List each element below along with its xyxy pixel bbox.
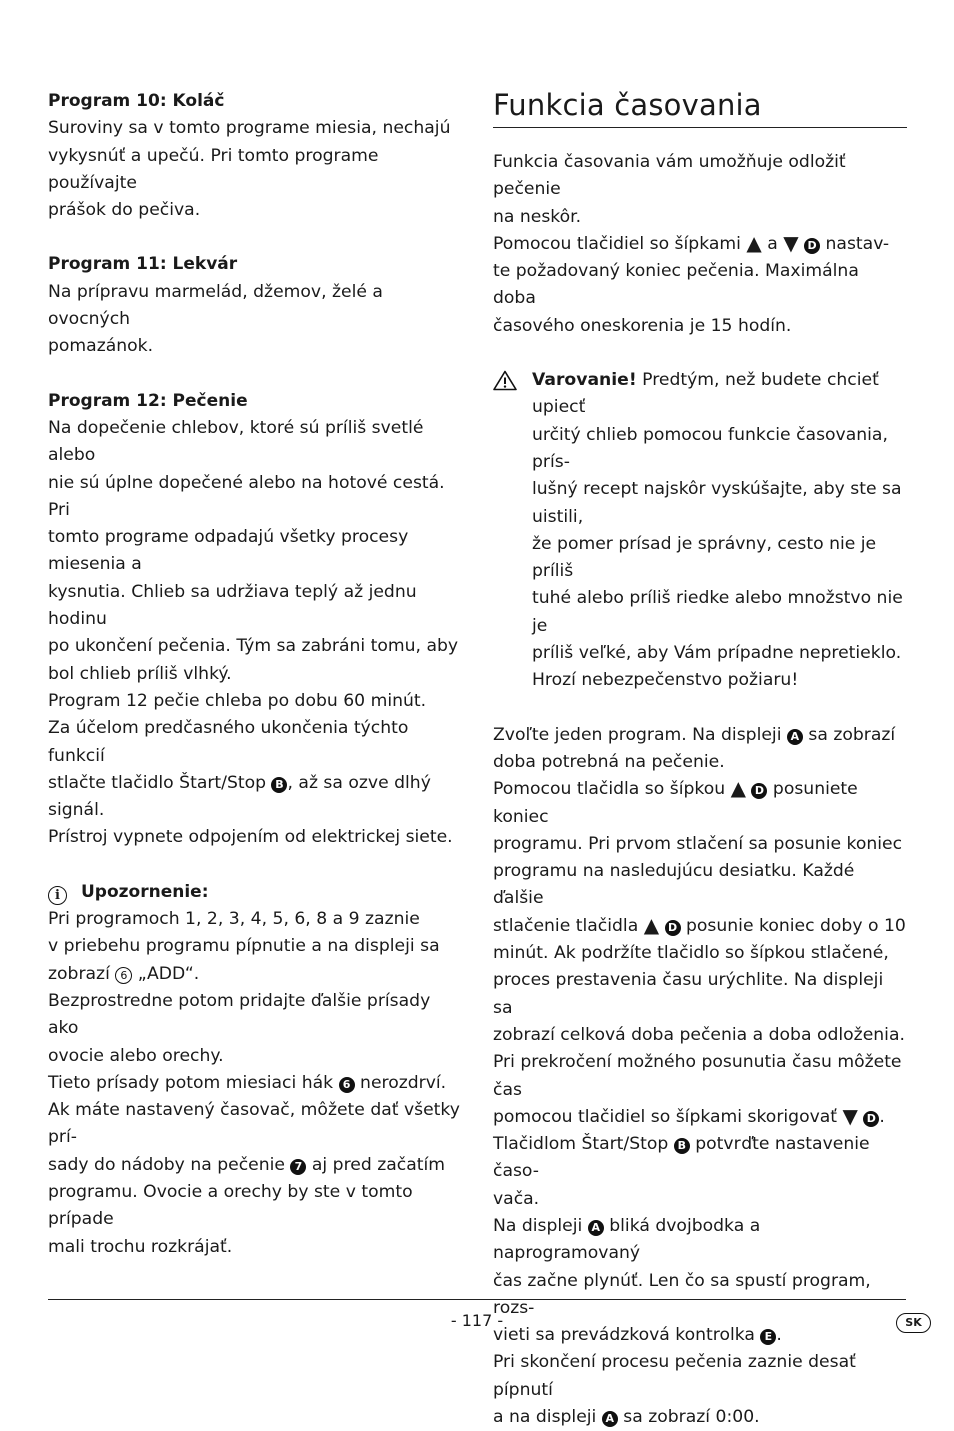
arrow-up-icon: ▲ bbox=[730, 776, 746, 801]
warning-label: Varovanie! bbox=[532, 370, 637, 391]
program-12-line: kysnutia. Chlieb sa udržiava teplý až jednu hodinu bbox=[48, 581, 417, 630]
section-title: Funkcia časovania bbox=[493, 88, 907, 128]
marker-d-icon: D bbox=[804, 238, 820, 254]
body-line: programu. Pri prvom stlačení sa posunie koniec bbox=[493, 833, 903, 854]
program-12-line: bol chlieb príliš vlhký. bbox=[48, 663, 232, 684]
program-12-line: Program 12 pečie chleba po dobu 60 minút. bbox=[48, 690, 427, 711]
program-11-line: Na prípravu marmelád, džemov, želé a ovocných bbox=[48, 281, 383, 330]
footer-divider bbox=[48, 1299, 906, 1300]
program-12-line: Na dopečenie chlebov, ktoré sú príliš svetlé alebo bbox=[48, 417, 424, 466]
note-line: v priebehu programu pípnutie a na displeji sa bbox=[48, 936, 440, 957]
page-number: - 117 - bbox=[450, 1311, 504, 1330]
program-10-heading: Program 10: Koláč bbox=[48, 91, 225, 111]
marker-e-icon: E bbox=[760, 1329, 776, 1345]
warning-line: príliš veľké, aby Vám prípadne nepretieklo. bbox=[532, 643, 902, 664]
marker-b-icon: B bbox=[674, 1138, 690, 1154]
program-12-line: nie sú úplne dopečené alebo na hotové cestá. Pri bbox=[48, 472, 445, 520]
note-line: ovocie alebo orechy. bbox=[48, 1045, 224, 1066]
body-line: Tlačidlom Štart/Stop B potvrďte nastavenie časo- bbox=[493, 1134, 870, 1182]
marker-6-outline-icon: 6 bbox=[115, 967, 132, 984]
intro-line: časového oneskorenia je 15 hodín. bbox=[493, 315, 792, 336]
body-line: minút. Ak podržíte tlačidlo so šípkou stlačené, bbox=[493, 943, 889, 964]
right-column bbox=[493, 88, 907, 1431]
warning-line: lušný recept najskôr vyskúšajte, aby ste sa uistili, bbox=[532, 479, 902, 527]
program-12-line: stlačte tlačidlo Štart/Stop B , až sa ozve dlhý signál. bbox=[48, 772, 431, 821]
program-12-line: tomto programe odpadajú všetky procesy miesenia a bbox=[48, 527, 409, 575]
body-line: stlačenie tlačidla ▲ D posunie koniec doby o 10 bbox=[493, 912, 906, 937]
arrow-up-icon: ▲ bbox=[643, 912, 660, 937]
body-line: vača. bbox=[493, 1188, 540, 1209]
program-12-line: Prístroj vypnete odpojením od elektrickej siete. bbox=[48, 827, 453, 848]
note-line: programu. Ovocie a orechy by ste v tomto prípade bbox=[48, 1181, 413, 1230]
body-line: Pri prekročení možného posunutia času môžete čas bbox=[493, 1052, 902, 1100]
program-10-line: prášok do pečiva. bbox=[48, 200, 201, 221]
program-12-line: po ukončení pečenia. Tým sa zabráni tomu, aby bbox=[48, 636, 459, 657]
program-12-heading: Program 12: Pečenie bbox=[48, 390, 248, 411]
warning-line: že pomer prísad je správny, cesto nie je príliš bbox=[532, 533, 877, 582]
marker-b-icon: B bbox=[271, 777, 287, 793]
program-12-line: Za účelom predčasného ukončenia týchto funkcií bbox=[48, 718, 409, 766]
body-line: doba potrebná na pečenie. bbox=[493, 751, 725, 772]
note-line: sady do nádoby na pečenie 7 aj pred začatím bbox=[48, 1154, 445, 1175]
program-10-line: vykysnúť a upečú. Pri tomto programe používajte bbox=[48, 145, 379, 193]
program-11-heading: Program 11: Lekvár bbox=[48, 254, 238, 275]
arrow-up-icon: ▲ bbox=[746, 230, 762, 255]
info-icon: i bbox=[48, 886, 67, 905]
left-column bbox=[48, 88, 460, 1261]
intro-line: na neskôr. bbox=[493, 206, 582, 227]
body-line: proces prestavenia času urýchlite. Na displeji sa bbox=[493, 970, 884, 1018]
note-line: Tieto prísady potom miesiaci hák 6 nerozdrví. bbox=[48, 1072, 447, 1093]
marker-a-icon: A bbox=[588, 1220, 604, 1236]
body-line: čas začne plynúť. Len čo sa spustí program, rozs- bbox=[493, 1270, 871, 1318]
arrow-down-icon: ▼ bbox=[842, 1103, 858, 1128]
marker-a-icon: A bbox=[602, 1411, 618, 1427]
warning-line: Hrozí nebezpečenstvo požiaru! bbox=[532, 670, 799, 691]
marker-6-icon: 6 bbox=[339, 1077, 355, 1093]
body-line: Pomocou tlačidla so šípkou ▲ D posuniete koniec bbox=[493, 776, 858, 827]
warning-block bbox=[493, 367, 907, 695]
program-10-line: Suroviny sa v tomto programe miesia, nechajú bbox=[48, 118, 451, 139]
body-line: Zvoľte jeden program. Na displeji A sa zobrazí bbox=[493, 724, 896, 745]
marker-d-icon: D bbox=[665, 920, 681, 936]
warning-line: určitý chlieb pomocou funkcie časovania, prís- bbox=[532, 424, 888, 472]
note-heading: i Upozornenie: bbox=[48, 879, 460, 906]
note-line: Ak máte nastavený časovač, môžete dať všetky prí- bbox=[48, 1100, 460, 1148]
marker-a-icon: A bbox=[787, 729, 803, 745]
note-line: mali trochu rozkrájať. bbox=[48, 1236, 233, 1257]
program-11-line: pomazánok. bbox=[48, 336, 154, 357]
warning-icon bbox=[493, 370, 517, 391]
marker-d-icon: D bbox=[751, 783, 767, 799]
intro-line: te požadovaný koniec pečenia. Maximálna doba bbox=[493, 261, 859, 309]
arrow-down-icon: ▼ bbox=[783, 230, 799, 255]
marker-d-icon: D bbox=[863, 1111, 879, 1127]
warning-line: tuhé alebo príliš riedke alebo množstvo nie je bbox=[532, 588, 903, 636]
body-line: vieti sa prevádzková kontrolka E . bbox=[493, 1325, 782, 1346]
body-line: programu na nasledujúcu desiatku. Každé ďalšie bbox=[493, 861, 855, 909]
note-line: zobrazí 6 „ADD“. bbox=[48, 963, 200, 984]
warning-line: Varovanie! Predtým, než budete chcieť upiecť bbox=[532, 370, 879, 418]
body-line: Na displeji A bliká dvojbodka a naprogramovaný bbox=[493, 1215, 761, 1264]
body-line: a na displeji A sa zobrazí 0:00. bbox=[493, 1407, 760, 1428]
intro-line: Pomocou tlačidiel so šípkami ▲ a ▼ D nastav- bbox=[493, 230, 890, 255]
intro-line: Funkcia časovania vám umožňuje odložiť pečenie bbox=[493, 152, 846, 200]
body-line: Pri skončení procesu pečenia zaznie desať pípnutí bbox=[493, 1352, 856, 1400]
note-line: Bezprostredne potom pridajte ďalšie prísady ako bbox=[48, 990, 431, 1039]
body-line: pomocou tlačidiel so šípkami skorigovať ▼ D . bbox=[493, 1103, 885, 1128]
language-badge: SK bbox=[896, 1313, 931, 1333]
marker-7-icon: 7 bbox=[290, 1159, 306, 1175]
body-line: zobrazí celková doba pečenia a doba odloženia. bbox=[493, 1024, 905, 1045]
note-line: Pri programoch 1, 2, 3, 4, 5, 6, 8 a 9 zaznie bbox=[48, 909, 420, 930]
